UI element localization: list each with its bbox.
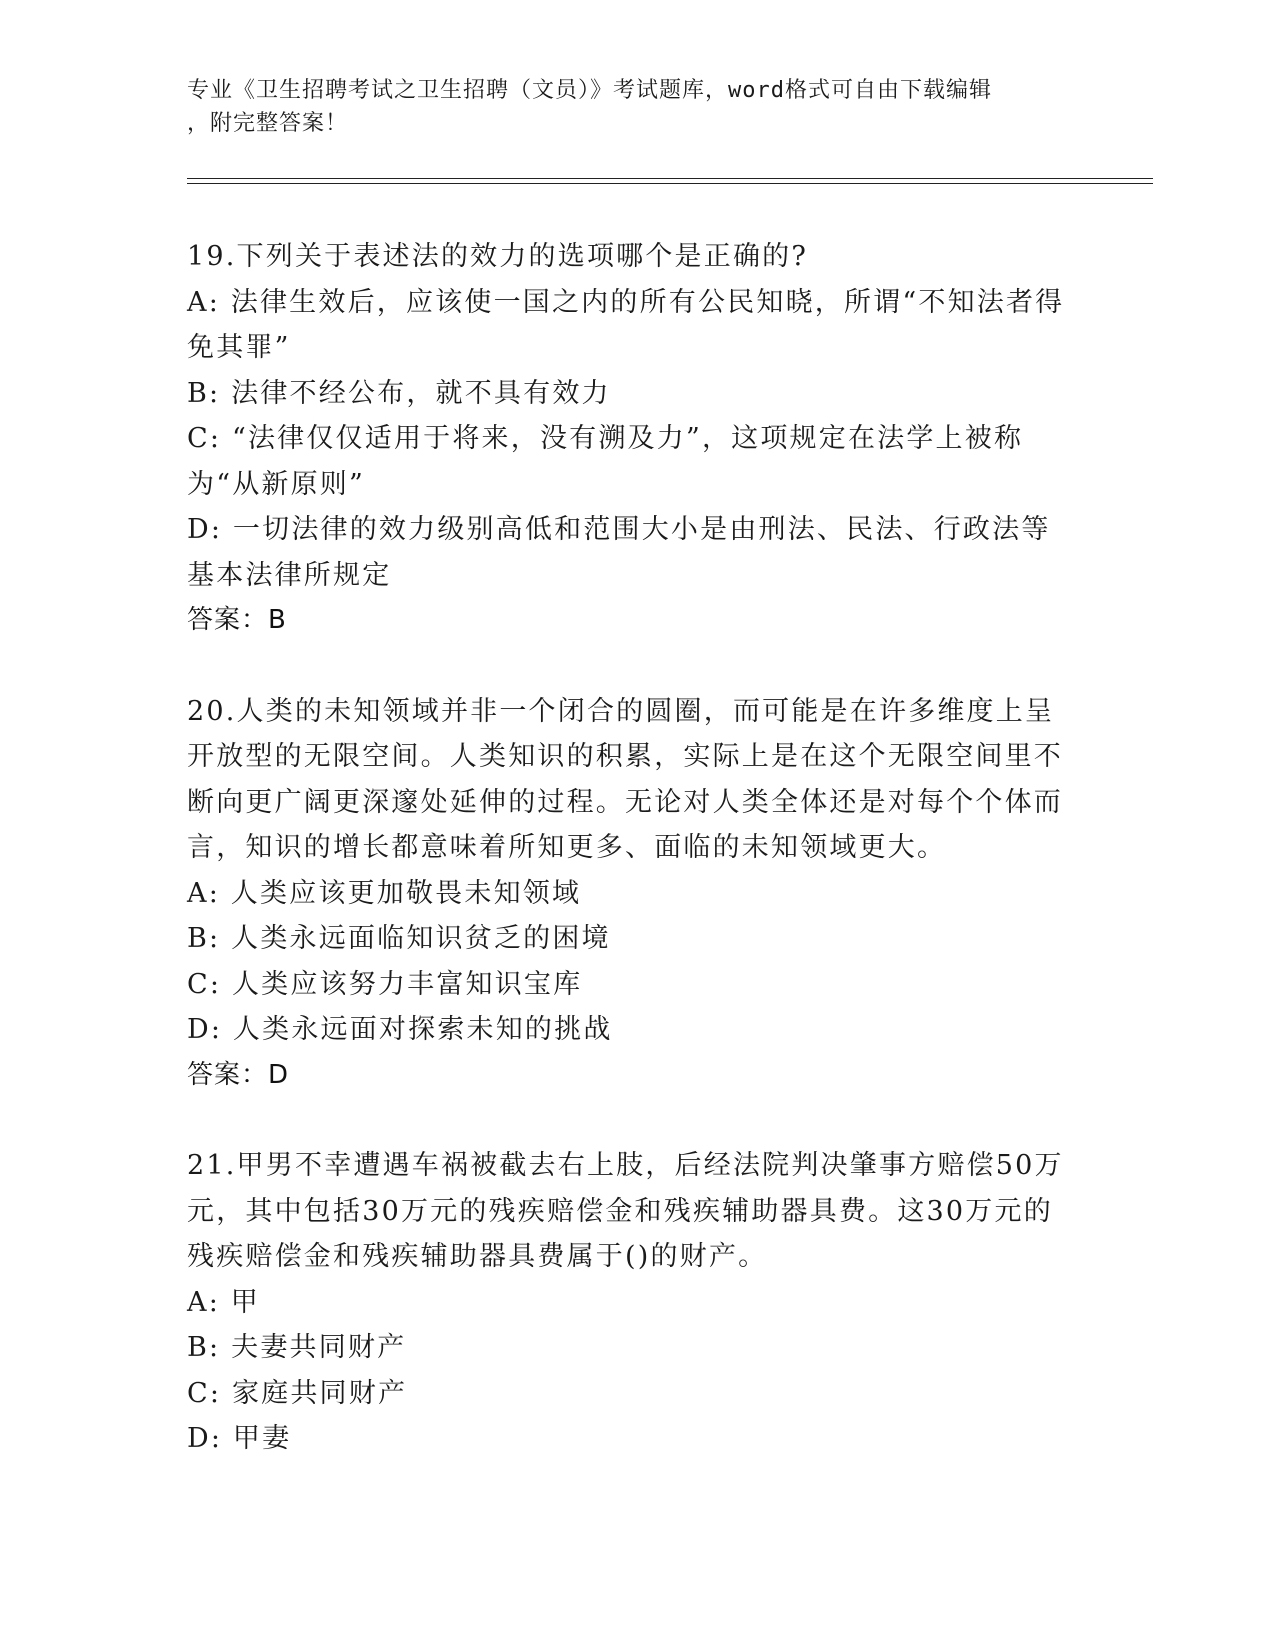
header-divider-bottom	[187, 183, 1153, 184]
option-b: B: 夫妻共同财产	[187, 1332, 407, 1363]
question-stem: 21.甲男不幸遭遇车祸被截去右上肢，后经法院判决肇事方赔偿50万元，其中包括30万元的残疾赔偿金和残疾辅助器具费。这30万元的残疾赔偿金和残疾辅助器具费属于()的财产。	[187, 1150, 1064, 1272]
header-line-1: 专业《卫生招聘考试之卫生招聘（文员）》考试题库，word格式可自由下载编辑	[187, 78, 992, 103]
option-a: A: 甲	[187, 1286, 260, 1318]
question-stem: 20.人类的未知领域并非一个闭合的圆圈，而可能是在许多维度上呈开放型的无限空间。人类知识的积累，实际上是在这个无限空间里不断向更广阔更深邃处延伸的过程。无论对人类全体还是对每个个体而言，知识的增长都意味着所知更多、面临的未知领域更大。	[187, 695, 1063, 863]
document-header	[187, 74, 1087, 140]
option-b: B: 人类永远面临知识贫乏的困境	[187, 923, 611, 954]
header-line-2: ，附完整答案！	[187, 111, 349, 136]
question-20	[187, 689, 1077, 1099]
question-21	[187, 1143, 1077, 1462]
option-a: A: 人类应该更加敬畏未知领域	[187, 877, 582, 909]
header-divider-top	[187, 178, 1153, 179]
answer-line: 答案：B	[187, 605, 287, 635]
option-d: D: 人类永远面对探索未知的挑战	[187, 1014, 613, 1045]
option-c: C: “法律仅仅适用于将来，没有溯及力”，这项规定在法学上被称为“从新原则”	[187, 423, 1024, 500]
option-c: C: 人类应该努力丰富知识宝库	[187, 968, 583, 1000]
option-d: D: 一切法律的效力级别高低和范围大小是由刑法、民法、行政法等基本法律所规定	[187, 514, 1051, 591]
question-19	[187, 234, 1077, 644]
question-list	[187, 234, 1077, 1462]
option-c: C: 家庭共同财产	[187, 1377, 408, 1409]
answer-line: 答案：D	[187, 1059, 290, 1090]
option-a: A: 法律生效后，应该使一国之内的所有公民知晓，所谓“不知法者得免其罪”	[187, 286, 1065, 363]
option-b: B: 法律不经公布，就不具有效力	[187, 377, 611, 409]
question-stem: 19.下列关于表述法的效力的选项哪个是正确的?	[187, 241, 809, 272]
option-d: D: 甲妻	[187, 1423, 292, 1454]
